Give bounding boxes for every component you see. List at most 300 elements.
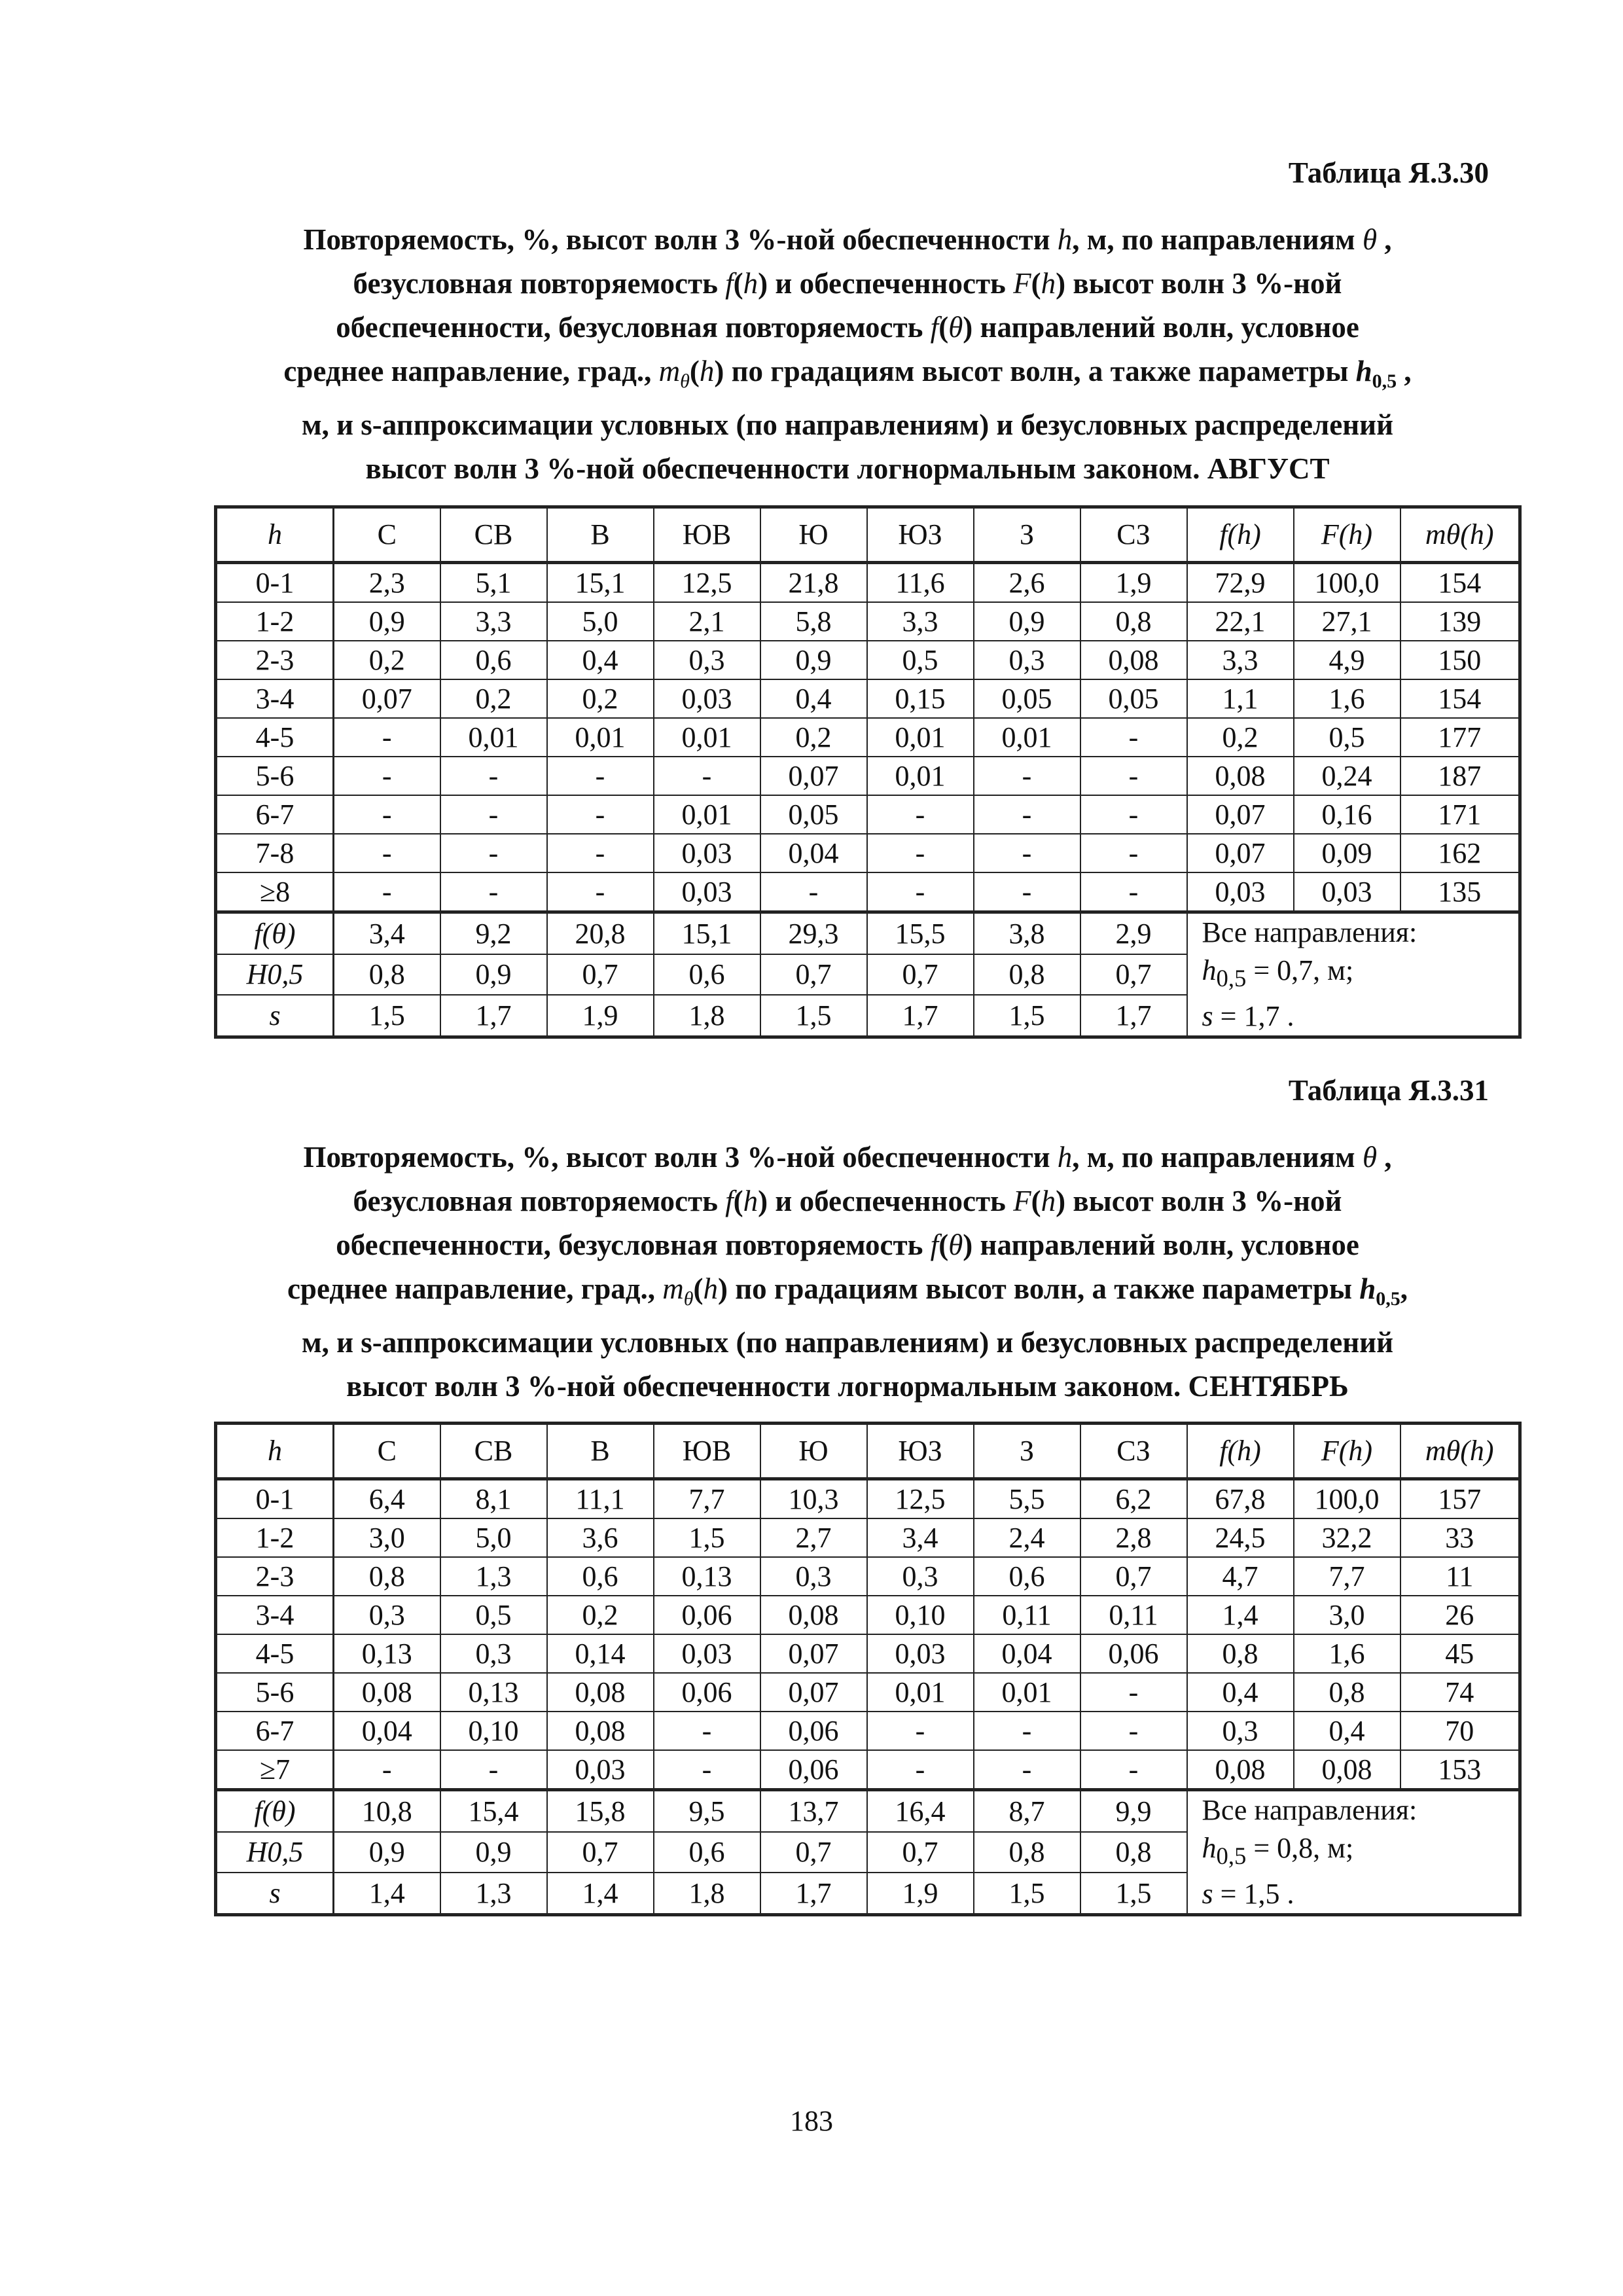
table-row	[216, 1557, 1520, 1596]
header-cell: СВ	[440, 1424, 547, 1479]
row-header: 5-6	[216, 1673, 334, 1712]
row-header: ≥8	[216, 872, 334, 912]
caption-text: среднее направление, град.,	[283, 355, 652, 387]
table-cell: 3,4	[867, 1518, 974, 1557]
table-cell: -	[867, 834, 974, 872]
table-cell: 177	[1400, 718, 1520, 757]
table-cell: -	[974, 1750, 1080, 1790]
table-cell: 15,4	[440, 1790, 547, 1832]
table-cell: -	[867, 1750, 974, 1790]
table-cell: 32,2	[1294, 1518, 1400, 1557]
header-row	[216, 1424, 1520, 1479]
table-cell: 5,0	[440, 1518, 547, 1557]
table-cell: 0,03	[867, 1634, 974, 1673]
table-caption: Повторяемость, %, высот волн 3 %-ной обеспеченности h, м, по направлениям θ , безусловная повторяемость f(h) и обеспеченность F(h) высот волн 3 %-ной обеспеченности, безусловная повторяемость f(θ) направлений волн, условное среднее направление, град., $m_\theta(h)$ по градациям высот волн, а также параметры $h_{0,5}$, м, и s-аппроксимации условных (по направлениям) и безусловных распределений высот волн 3 %-ной обеспеченности логнормальным законом. СЕНТЯБРЬ	[196, 1136, 1499, 1408]
table-cell: 0,16	[1294, 795, 1400, 834]
table-label: Таблица Я.3.30	[1288, 156, 1489, 189]
table-cell: 0,03	[1187, 872, 1294, 912]
table-cell: 1,7	[440, 995, 547, 1037]
table-cell: 0,13	[440, 1673, 547, 1712]
row-header: H0,5	[216, 1832, 334, 1873]
table-body	[216, 563, 1520, 912]
table-cell: 21,8	[760, 563, 867, 603]
table-cell: 0,01	[440, 718, 547, 757]
table-cell: 0,6	[654, 1832, 760, 1873]
table-cell: 45	[1400, 1634, 1520, 1673]
table-cell: 1,9	[547, 995, 654, 1037]
row-header: 4-5	[216, 1634, 334, 1673]
caption-text: обеспеченности, безусловная повторяемость	[336, 1229, 923, 1261]
table-cell: 0,7	[760, 954, 867, 996]
table-cell: -	[334, 834, 440, 872]
table-cell: 67,8	[1187, 1479, 1294, 1519]
table-cell: 0,08	[1294, 1750, 1400, 1790]
wave-table-august	[214, 505, 1522, 1039]
table-cell: 1,8	[654, 1873, 760, 1914]
row-header: H0,5	[216, 954, 334, 996]
table-cell: 0,8	[1080, 1832, 1187, 1873]
table-row	[216, 1518, 1520, 1557]
row-header: 0-1	[216, 563, 334, 603]
table-cell: 0,15	[867, 679, 974, 718]
header-cell: F(h)	[1294, 507, 1400, 563]
table-cell: 0,01	[974, 1673, 1080, 1712]
table-cell: 0,03	[547, 1750, 654, 1790]
row-header: 3-4	[216, 679, 334, 718]
table-cell: 0,03	[1294, 872, 1400, 912]
table-cell: 11,6	[867, 563, 974, 603]
table-cell: 0,9	[760, 641, 867, 679]
row-header: f(θ)	[216, 912, 334, 954]
table-cell: 26	[1400, 1596, 1520, 1634]
table-cell: -	[440, 872, 547, 912]
summary-cell	[1187, 912, 1520, 1037]
table-cell: 0,7	[867, 1832, 974, 1873]
caption-text: высот волн 3 %-ной обеспеченности логнормальным законом. АВГУСТ	[365, 452, 1330, 485]
table-cell: 154	[1400, 679, 1520, 718]
table-cell: 1,1	[1187, 679, 1294, 718]
table-cell: -	[1080, 757, 1187, 795]
table-cell: -	[1080, 718, 1187, 757]
caption-text: и обеспеченность	[775, 267, 1006, 300]
table-cell: 5,8	[760, 602, 867, 641]
table-cell: 0,07	[1187, 834, 1294, 872]
table-cell: 0,07	[1187, 795, 1294, 834]
header-cell: В	[547, 507, 654, 563]
table-cell: 0,06	[1080, 1634, 1187, 1673]
row-header: 2-3	[216, 1557, 334, 1596]
table-cell: -	[334, 757, 440, 795]
table-cell: 135	[1400, 872, 1520, 912]
table-cell: 0,3	[440, 1634, 547, 1673]
stats-row	[216, 1790, 1520, 1832]
header-cell: h	[216, 1424, 334, 1479]
table-cell: 0,05	[760, 795, 867, 834]
table-cell: 0,7	[1080, 954, 1187, 996]
table-row	[216, 563, 1520, 603]
table-cell: 162	[1400, 834, 1520, 872]
caption-text: , м, по направлениям	[1072, 223, 1355, 256]
table-cell: 0,3	[760, 1557, 867, 1596]
header-cell: Ю	[760, 507, 867, 563]
header-cell: f(h)	[1187, 507, 1294, 563]
summary-title: Все направления:	[1202, 916, 1418, 948]
table-cell: 2,3	[334, 563, 440, 603]
header-cell: С	[334, 507, 440, 563]
table-cell: 9,2	[440, 912, 547, 954]
header-cell: З	[974, 1424, 1080, 1479]
table-cell: 0,03	[654, 834, 760, 872]
table-cell: -	[1080, 1673, 1187, 1712]
summary-cell	[1187, 1790, 1520, 1915]
table-cell: 187	[1400, 757, 1520, 795]
table-cell: -	[1080, 872, 1187, 912]
table-cell: 16,4	[867, 1790, 974, 1832]
table-cell: 11,1	[547, 1479, 654, 1519]
table-cell: -	[547, 872, 654, 912]
table-cell: 0,08	[1187, 757, 1294, 795]
table-cell: 1,9	[867, 1873, 974, 1914]
table-cell: 157	[1400, 1479, 1520, 1519]
table-cell: 1,7	[1080, 995, 1187, 1037]
table-cell: 0,3	[334, 1596, 440, 1634]
header-row	[216, 507, 1520, 563]
table-cell: 139	[1400, 602, 1520, 641]
table-cell: 0,10	[440, 1712, 547, 1750]
table-cell: 0,05	[974, 679, 1080, 718]
table-cell: 1,4	[334, 1873, 440, 1914]
table-cell: 0,01	[867, 1673, 974, 1712]
table-cell: -	[547, 757, 654, 795]
table-cell: 12,5	[654, 563, 760, 603]
table-cell: 3,0	[1294, 1596, 1400, 1634]
summary-title: Все направления:	[1202, 1794, 1418, 1826]
header-cell: СЗ	[1080, 507, 1187, 563]
table-cell: 6,4	[334, 1479, 440, 1519]
page-number: 183	[790, 2105, 833, 2137]
table-cell: 0,08	[1187, 1750, 1294, 1790]
row-header: 6-7	[216, 1712, 334, 1750]
table-cell: 8,7	[974, 1790, 1080, 1832]
table-cell: 0,06	[760, 1750, 867, 1790]
table-cell: -	[1080, 834, 1187, 872]
table-cell: 0,05	[1080, 679, 1187, 718]
table-cell: 2,6	[974, 563, 1080, 603]
table-row	[216, 1479, 1520, 1519]
table-cell: 3,3	[1187, 641, 1294, 679]
caption-text: Повторяемость, %, высот волн 3 %-ной обеспеченности	[303, 1141, 1050, 1174]
table-cell: -	[974, 1712, 1080, 1750]
table-cell: 0,7	[547, 954, 654, 996]
table-cell: 0,03	[654, 872, 760, 912]
table-cell: -	[1080, 1712, 1187, 1750]
header-cell: ЮВ	[654, 1424, 760, 1479]
table-cell: 10,3	[760, 1479, 867, 1519]
table-cell: -	[654, 757, 760, 795]
table-cell: 4,7	[1187, 1557, 1294, 1596]
table-cell: 3,6	[547, 1518, 654, 1557]
table-cell: 0,11	[1080, 1596, 1187, 1634]
table-cell: 0,3	[867, 1557, 974, 1596]
table-cell: 0,01	[867, 757, 974, 795]
table-cell: -	[974, 795, 1080, 834]
table-cell: 5,1	[440, 563, 547, 603]
table-row	[216, 1596, 1520, 1634]
row-header: 4-5	[216, 718, 334, 757]
table-cell: 1,3	[440, 1873, 547, 1914]
table-cell: 0,08	[547, 1673, 654, 1712]
table-cell: 0,4	[760, 679, 867, 718]
header-cell: f(h)	[1187, 1424, 1294, 1479]
table-cell: -	[974, 757, 1080, 795]
table-cell: 0,9	[440, 954, 547, 996]
table-cell: 22,1	[1187, 602, 1294, 641]
table-cell: 3,3	[867, 602, 974, 641]
table-cell: 0,07	[760, 1634, 867, 1673]
table-cell: 0,01	[654, 795, 760, 834]
table-cell: 0,3	[1187, 1712, 1294, 1750]
table-cell: 2,4	[974, 1518, 1080, 1557]
table-cell: 0,10	[867, 1596, 974, 1634]
table-cell: 0,5	[440, 1596, 547, 1634]
table-row	[216, 602, 1520, 641]
table-cell: 8,1	[440, 1479, 547, 1519]
table-cell: 0,8	[1187, 1634, 1294, 1673]
table-cell: 3,8	[974, 912, 1080, 954]
table-cell: 0,2	[1187, 718, 1294, 757]
table-cell: 0,3	[654, 641, 760, 679]
table-cell: 15,8	[547, 1790, 654, 1832]
table-cell: 15,1	[547, 563, 654, 603]
table-cell: 0,11	[974, 1596, 1080, 1634]
table-cell: 1,5	[1080, 1873, 1187, 1914]
table-row	[216, 718, 1520, 757]
caption-text: по градациям высот волн, а также параметры	[735, 1272, 1352, 1305]
table-cell: 0,01	[867, 718, 974, 757]
row-header: 1-2	[216, 602, 334, 641]
table-cell: 0,9	[974, 602, 1080, 641]
stats-row	[216, 912, 1520, 954]
table-body	[216, 1479, 1520, 1790]
table-cell: 0,07	[334, 679, 440, 718]
caption-text: м, и s-аппроксимации условных (по направлениям) и безусловных распределений	[301, 408, 1394, 441]
caption-text: направлений волн, условное	[980, 1229, 1359, 1261]
table-cell: -	[440, 795, 547, 834]
table-cell: 0,06	[654, 1596, 760, 1634]
caption-text: м, и s-аппроксимации условных (по направлениям) и безусловных распределений	[301, 1326, 1394, 1359]
table-cell: 0,8	[1080, 602, 1187, 641]
table-row	[216, 757, 1520, 795]
table-cell: 0,2	[440, 679, 547, 718]
table-cell: 33	[1400, 1518, 1520, 1557]
table-cell: 1,6	[1294, 679, 1400, 718]
table-cell: 153	[1400, 1750, 1520, 1790]
table-cell: 0,8	[334, 1557, 440, 1596]
table-cell: 1,5	[974, 1873, 1080, 1914]
table-cell: 5,0	[547, 602, 654, 641]
table-cell: 171	[1400, 795, 1520, 834]
table-row	[216, 1750, 1520, 1790]
table-cell: 29,3	[760, 912, 867, 954]
table-cell: -	[760, 872, 867, 912]
table-cell: 0,01	[974, 718, 1080, 757]
table-cell: 100,0	[1294, 1479, 1400, 1519]
table-cell: 0,08	[1080, 641, 1187, 679]
table-row	[216, 1634, 1520, 1673]
caption-text: по градациям высот волн, а также параметры	[731, 355, 1349, 387]
table-cell: 0,4	[1187, 1673, 1294, 1712]
table-cell: 0,07	[760, 757, 867, 795]
table-cell: 0,03	[654, 1634, 760, 1673]
caption-text: безусловная повторяемость	[353, 267, 718, 300]
table-cell: 0,7	[547, 1832, 654, 1873]
header-cell: СВ	[440, 507, 547, 563]
header-cell: З	[974, 507, 1080, 563]
table-cell: -	[654, 1712, 760, 1750]
row-header: s	[216, 1873, 334, 1914]
caption-text: среднее направление, град.,	[287, 1272, 655, 1305]
caption-text: высот волн 3 %-ной	[1073, 267, 1342, 300]
table-cell: -	[440, 757, 547, 795]
header-cell: ЮЗ	[867, 1424, 974, 1479]
header-cell: F(h)	[1294, 1424, 1400, 1479]
table-cell: 0,6	[440, 641, 547, 679]
table-cell: 0,2	[547, 679, 654, 718]
table-cell: -	[654, 1750, 760, 1790]
table-cell: 0,09	[1294, 834, 1400, 872]
table-cell: 0,06	[760, 1712, 867, 1750]
table-cell: 1,4	[1187, 1596, 1294, 1634]
caption-text: Повторяемость, %, высот волн 3 %-ной обеспеченности	[303, 223, 1050, 256]
table-cell: 1,5	[334, 995, 440, 1037]
row-header: 1-2	[216, 1518, 334, 1557]
table-cell: -	[1080, 1750, 1187, 1790]
table-cell: -	[334, 1750, 440, 1790]
table-cell: 1,5	[760, 995, 867, 1037]
table-cell: 2,8	[1080, 1518, 1187, 1557]
table-cell: 0,2	[334, 641, 440, 679]
table-row	[216, 641, 1520, 679]
table-cell: 0,6	[974, 1557, 1080, 1596]
table-cell: 6,2	[1080, 1479, 1187, 1519]
table-cell: 24,5	[1187, 1518, 1294, 1557]
table-cell: 0,9	[334, 602, 440, 641]
summary-s: s = 1,7 .	[1202, 999, 1294, 1032]
table-cell: 3,0	[334, 1518, 440, 1557]
table-cell: 0,04	[334, 1712, 440, 1750]
header-cell: mθ(h)	[1400, 507, 1520, 563]
table-cell: 1,3	[440, 1557, 547, 1596]
table-cell: 0,2	[760, 718, 867, 757]
table-cell: -	[867, 872, 974, 912]
table-cell: 1,5	[654, 1518, 760, 1557]
table-cell: 0,24	[1294, 757, 1400, 795]
table-cell: 0,08	[334, 1673, 440, 1712]
table-cell: 0,13	[654, 1557, 760, 1596]
table-cell: 0,4	[1294, 1712, 1400, 1750]
table-cell: 0,14	[547, 1634, 654, 1673]
table-cell: 0,08	[547, 1712, 654, 1750]
table-cell: 0,3	[974, 641, 1080, 679]
table-cell: 154	[1400, 563, 1520, 603]
table-cell: 4,9	[1294, 641, 1400, 679]
table-cell: 27,1	[1294, 602, 1400, 641]
table-row	[216, 795, 1520, 834]
table-cell: 1,7	[760, 1873, 867, 1914]
table-row	[216, 1673, 1520, 1712]
table-row	[216, 679, 1520, 718]
table-cell: 7,7	[654, 1479, 760, 1519]
table-cell: 0,2	[547, 1596, 654, 1634]
table-cell: 70	[1400, 1712, 1520, 1750]
table-cell: 2,1	[654, 602, 760, 641]
table-cell: -	[867, 1712, 974, 1750]
table-cell: 7,7	[1294, 1557, 1400, 1596]
table-cell: 150	[1400, 641, 1520, 679]
table-cell: 0,01	[654, 718, 760, 757]
table-cell: 72,9	[1187, 563, 1294, 603]
table-cell: 0,7	[1080, 1557, 1187, 1596]
header-cell: ЮВ	[654, 507, 760, 563]
caption-text: , м, по направлениям	[1072, 1141, 1355, 1174]
table-cell: 1,9	[1080, 563, 1187, 603]
table-label: Таблица Я.3.31	[1288, 1074, 1489, 1107]
table-cell: 3,3	[440, 602, 547, 641]
table-cell: 0,8	[974, 1832, 1080, 1873]
table-cell: 5,5	[974, 1479, 1080, 1519]
summary-h: $h_{0,5} = 0,8$, м;	[1202, 1832, 1354, 1869]
header-cell: Ю	[760, 1424, 867, 1479]
table-cell: 1,7	[867, 995, 974, 1037]
table-cell: 9,9	[1080, 1790, 1187, 1832]
table-cell: -	[867, 795, 974, 834]
table-cell: 11	[1400, 1557, 1520, 1596]
table-cell: -	[334, 872, 440, 912]
caption-text: и обеспеченность	[775, 1185, 1006, 1217]
row-header: ≥7	[216, 1750, 334, 1790]
table-caption: Повторяемость, %, высот волн 3 %-ной обеспеченности h, м, по направлениям θ , безусловная повторяемость f(h) и обеспеченность F(h) высот волн 3 %-ной обеспеченности, безусловная повторяемость f(θ) направлений волн, условное среднее направление, град., $m_\theta(h)$ по градациям высот волн, а также параметры $h_{0,5}$ , м, и s-аппроксимации условных (по направлениям) и безусловных распределений высот волн 3 %-ной обеспеченности логнормальным законом. АВГУСТ	[196, 218, 1499, 491]
header-cell: СЗ	[1080, 1424, 1187, 1479]
caption-text: безусловная повторяемость	[353, 1185, 718, 1217]
wave-table-september	[214, 1422, 1522, 1916]
table-cell: 0,01	[547, 718, 654, 757]
header-cell: В	[547, 1424, 654, 1479]
row-header: s	[216, 995, 334, 1037]
caption-text: высот волн 3 %-ной	[1073, 1185, 1342, 1217]
caption-text: высот волн 3 %-ной обеспеченности логнормальным законом. СЕНТЯБРЬ	[346, 1370, 1349, 1403]
header-cell: С	[334, 1424, 440, 1479]
table-cell: 1,5	[974, 995, 1080, 1037]
table-cell: 0,7	[760, 1832, 867, 1873]
table-cell: 2,9	[1080, 912, 1187, 954]
table-cell: 15,1	[654, 912, 760, 954]
table-cell: 0,6	[654, 954, 760, 996]
table-cell: 0,5	[1294, 718, 1400, 757]
header-cell: ЮЗ	[867, 507, 974, 563]
table-cell: -	[334, 795, 440, 834]
summary-h: $h_{0,5} = 0,7$, м;	[1202, 954, 1354, 992]
table-cell: 20,8	[547, 912, 654, 954]
table-cell: -	[440, 1750, 547, 1790]
table-cell: 100,0	[1294, 563, 1400, 603]
table-cell: 15,5	[867, 912, 974, 954]
table-cell: 1,8	[654, 995, 760, 1037]
row-header: 5-6	[216, 757, 334, 795]
table-cell: 0,04	[974, 1634, 1080, 1673]
table-cell: 0,9	[334, 1832, 440, 1873]
table-row	[216, 834, 1520, 872]
row-header: 7-8	[216, 834, 334, 872]
